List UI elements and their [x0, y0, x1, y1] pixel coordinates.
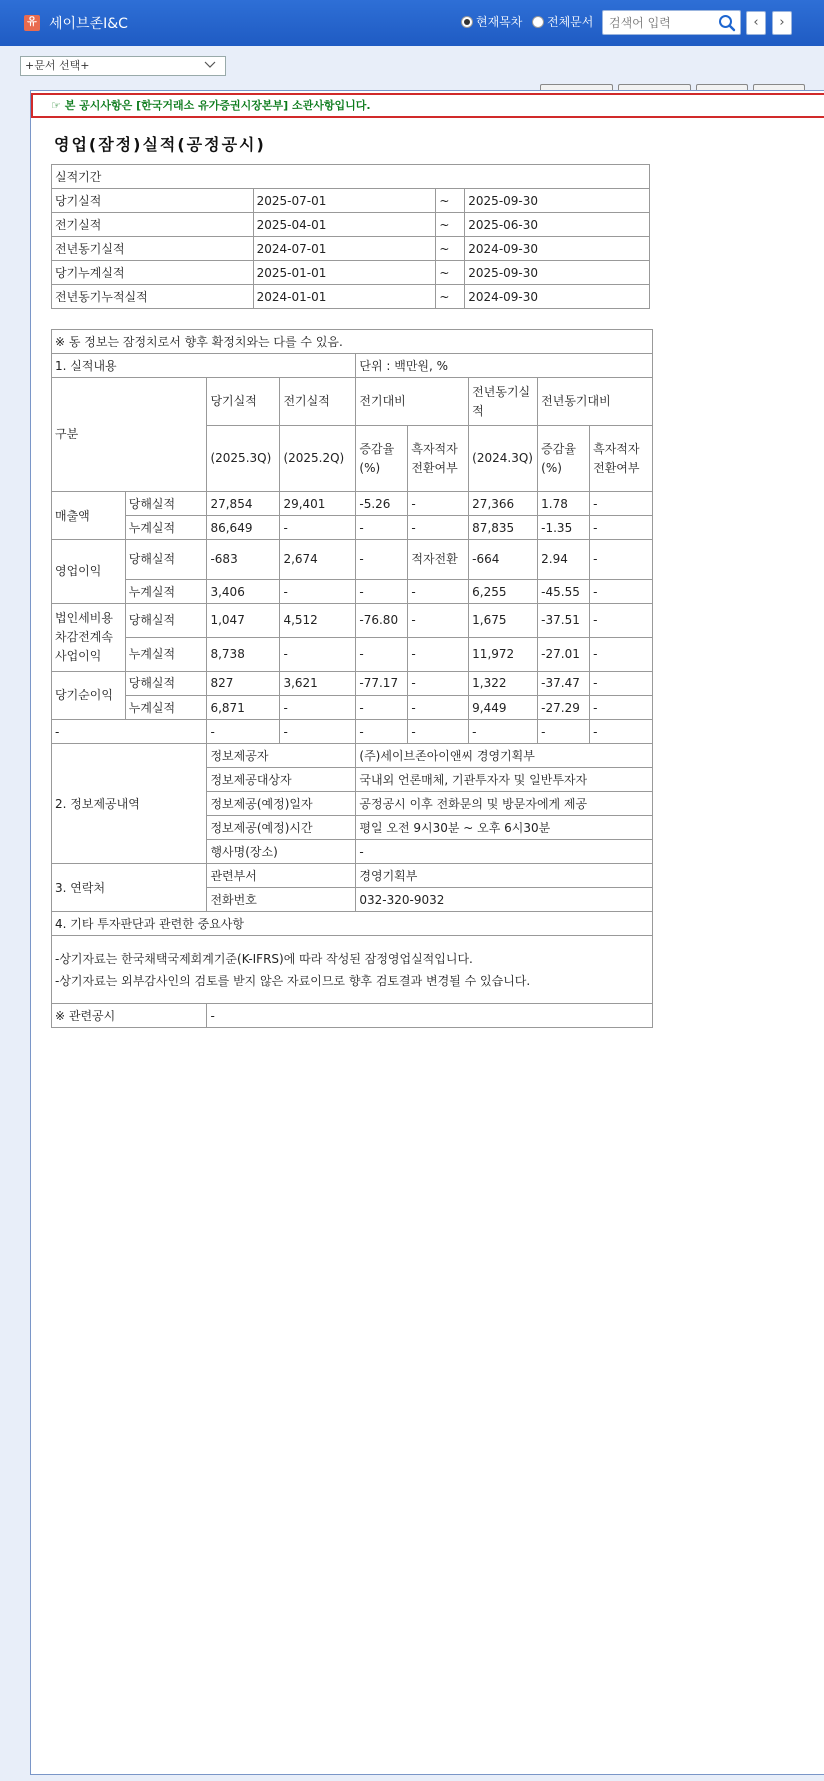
period-label: 당기누계실적	[52, 261, 254, 285]
cell-rate-2: -37.47	[538, 672, 590, 696]
cell-turn: -	[408, 696, 469, 720]
cell-prev: -	[280, 580, 356, 604]
next-result-button[interactable]: ›	[772, 11, 792, 35]
period-label: 전기실적	[52, 213, 254, 237]
table-row	[52, 189, 650, 213]
period-label: 전년동기누적실적	[52, 285, 254, 309]
cell-yoy: 11,972	[469, 638, 538, 672]
cell-rate: -	[356, 638, 408, 672]
cell-turn: -	[408, 672, 469, 696]
col-yoy-period: (2024.3Q)	[469, 426, 538, 492]
period-label: 당기실적	[52, 189, 254, 213]
radio-unchecked-icon[interactable]	[532, 16, 544, 28]
row-group-label: 법인세비용차감전계속사업이익	[52, 604, 126, 672]
results-table	[51, 329, 653, 1028]
col-yoy: 전년동기실적	[469, 378, 538, 426]
table-row	[52, 672, 653, 696]
col-turn-2: 흑자적자전환여부	[590, 426, 653, 492]
cell-yoy: 6,255	[469, 580, 538, 604]
period-from: 2025-04-01	[253, 213, 436, 237]
cell-turn: -	[408, 720, 469, 744]
table-row	[52, 936, 653, 1004]
radio-checked-icon[interactable]	[461, 16, 473, 28]
col-current: 당기실적	[207, 378, 280, 426]
period-sep: ~	[436, 213, 465, 237]
period-from: 2025-01-01	[253, 261, 436, 285]
cell-rate: -77.17	[356, 672, 408, 696]
company-logo: 유	[24, 15, 40, 31]
cell-current: 8,738	[207, 638, 280, 672]
cell-yoy: 87,835	[469, 516, 538, 540]
search-icon[interactable]	[718, 14, 736, 32]
col-prev-period: (2025.2Q)	[280, 426, 356, 492]
unit-label: 단위 : 백만원, %	[356, 354, 653, 378]
table-row	[52, 516, 653, 540]
cell-turn-2: -	[590, 672, 653, 696]
cell-rate: -	[356, 696, 408, 720]
table-row	[52, 912, 653, 936]
table-row	[52, 720, 653, 744]
period-to: 2024-09-30	[465, 285, 650, 309]
row-sub-label: 누계실적	[125, 696, 207, 720]
cell-current: -	[207, 720, 280, 744]
cell-prev: -	[280, 720, 356, 744]
cell-rate-2: -45.55	[538, 580, 590, 604]
period-to: 2025-09-30	[465, 261, 650, 285]
info-value: -	[356, 840, 653, 864]
table-row	[52, 261, 650, 285]
cell-turn: -	[408, 580, 469, 604]
table-row	[52, 1004, 653, 1028]
cell-prev: 3,621	[280, 672, 356, 696]
contact-value: 032-320-9032	[356, 888, 653, 912]
jurisdiction-notice: ☞ 본 공시사항은 [한국거래소 유가증권시장본부] 소관사항입니다.	[31, 93, 824, 118]
info-key: 정보제공(예정)시간	[207, 816, 356, 840]
section-2-title: 2. 정보제공내역	[52, 744, 207, 864]
period-to: 2025-06-30	[465, 213, 650, 237]
row-sub-label: 누계실적	[125, 638, 207, 672]
table-row	[52, 638, 653, 672]
document-select[interactable]	[20, 56, 226, 76]
cell-turn-2: -	[590, 540, 653, 580]
company-name: 세이브존I&C	[49, 16, 128, 32]
col-change-rate-2: 증감율(%)	[538, 426, 590, 492]
cell-prev: -	[280, 638, 356, 672]
related-label: ※ 관련공시	[52, 1004, 207, 1028]
col-change-rate: 증감율(%)	[356, 426, 408, 492]
row-group-label: 매출액	[52, 492, 126, 540]
table-row	[52, 864, 653, 888]
related-value: -	[207, 1004, 653, 1028]
cell-rate-2: -	[538, 720, 590, 744]
table-row	[52, 696, 653, 720]
row-group-label: -	[52, 720, 207, 744]
contact-key: 관련부서	[207, 864, 356, 888]
info-key: 정보제공자	[207, 744, 356, 768]
cell-turn-2: -	[590, 638, 653, 672]
table-row	[52, 213, 650, 237]
period-to: 2024-09-30	[465, 237, 650, 261]
cell-rate: -	[356, 720, 408, 744]
table-row	[52, 378, 653, 426]
period-sep: ~	[436, 285, 465, 309]
period-table	[51, 164, 650, 309]
info-value: 국내외 언론매체, 기관투자자 및 일반투자자	[356, 768, 653, 792]
period-from: 2025-07-01	[253, 189, 436, 213]
cell-current: 3,406	[207, 580, 280, 604]
cell-turn-2: -	[590, 696, 653, 720]
table-row	[52, 165, 650, 189]
cell-yoy: 1,675	[469, 604, 538, 638]
info-key: 정보제공(예정)일자	[207, 792, 356, 816]
cell-current: 27,854	[207, 492, 280, 516]
table-row	[52, 540, 653, 580]
prev-result-button[interactable]: ‹	[746, 11, 766, 35]
notes-text: -상기자료는 한국채택국제회계기준(K-IFRS)에 따라 작성된 잠정영업실적입니다. -상기자료는 외부감사인의 검토를 받지 않은 자료이므로 향후 검토결과 변경될 수 있습니다.	[52, 936, 653, 1004]
period-label: 전년동기실적	[52, 237, 254, 261]
scope-current-label: 현재목차	[476, 15, 523, 29]
col-turn: 흑자적자전환여부	[408, 426, 469, 492]
cell-rate: -76.80	[356, 604, 408, 638]
cell-prev: -	[280, 696, 356, 720]
cell-rate: -	[356, 580, 408, 604]
page-title: 영업(잠정)실적(공정공시)	[54, 135, 266, 154]
contact-key: 전화번호	[207, 888, 356, 912]
cell-prev: -	[280, 516, 356, 540]
scope-current-radio[interactable]	[461, 13, 522, 30]
section-1-title: 1. 실적내용	[52, 354, 356, 378]
col-current-period: (2025.3Q)	[207, 426, 280, 492]
cell-current: 1,047	[207, 604, 280, 638]
cell-turn: -	[408, 492, 469, 516]
period-sep: ~	[436, 189, 465, 213]
cell-rate: -	[356, 516, 408, 540]
caution-text: ※ 동 정보는 잠정치로서 향후 확정치와는 다를 수 있음.	[52, 330, 653, 354]
row-group-label: 영업이익	[52, 540, 126, 604]
scope-all-label: 전체문서	[547, 15, 594, 29]
info-value: 평일 오전 9시30분 ~ 오후 6시30분	[356, 816, 653, 840]
cell-prev: 2,674	[280, 540, 356, 580]
cell-current: 86,649	[207, 516, 280, 540]
cell-turn-2: -	[590, 604, 653, 638]
cell-turn-2: -	[590, 516, 653, 540]
table-row	[52, 354, 653, 378]
cell-current: 6,871	[207, 696, 280, 720]
cell-rate-2: -37.51	[538, 604, 590, 638]
section-4-title: 4. 기타 투자판단과 관련한 중요사항	[52, 912, 653, 936]
cell-turn: -	[408, 516, 469, 540]
cell-rate: -	[356, 540, 408, 580]
cell-turn-2: -	[590, 720, 653, 744]
table-row	[52, 492, 653, 516]
table-row	[52, 285, 650, 309]
row-sub-label: 당해실적	[125, 492, 207, 516]
cell-rate-2: -27.29	[538, 696, 590, 720]
period-from: 2024-01-01	[253, 285, 436, 309]
cell-yoy: -664	[469, 540, 538, 580]
chevron-down-icon	[203, 59, 217, 71]
period-sep: ~	[436, 261, 465, 285]
cell-rate-2: 2.94	[538, 540, 590, 580]
cell-yoy: 9,449	[469, 696, 538, 720]
cell-rate-2: 1.78	[538, 492, 590, 516]
cell-turn-2: -	[590, 580, 653, 604]
info-key: 행사명(장소)	[207, 840, 356, 864]
cell-turn-2: -	[590, 492, 653, 516]
search-input[interactable]	[609, 15, 709, 31]
cell-turn: -	[408, 604, 469, 638]
col-vs-yoy: 전년동기대비	[538, 378, 653, 426]
table-row	[52, 744, 653, 768]
col-category: 구분	[52, 378, 207, 492]
cell-yoy: 27,366	[469, 492, 538, 516]
info-key: 정보제공대상자	[207, 768, 356, 792]
cell-yoy: -	[469, 720, 538, 744]
row-sub-label: 당해실적	[125, 672, 207, 696]
cell-current: 827	[207, 672, 280, 696]
cell-prev: 4,512	[280, 604, 356, 638]
cell-turn: -	[408, 638, 469, 672]
period-sep: ~	[436, 237, 465, 261]
app-header	[0, 0, 824, 46]
row-sub-label: 누계실적	[125, 516, 207, 540]
cell-yoy: 1,322	[469, 672, 538, 696]
scope-all-radio[interactable]	[532, 13, 593, 30]
row-group-label: 당기순이익	[52, 672, 126, 720]
cell-rate-2: -27.01	[538, 638, 590, 672]
period-header: 실적기간	[52, 165, 650, 189]
contact-value: 경영기획부	[356, 864, 653, 888]
info-value: 공정공시 이후 전화문의 및 방문자에게 제공	[356, 792, 653, 816]
row-sub-label: 누계실적	[125, 580, 207, 604]
col-vs-prev: 전기대비	[356, 378, 469, 426]
table-row	[52, 330, 653, 354]
period-to: 2025-09-30	[465, 189, 650, 213]
cell-current: -683	[207, 540, 280, 580]
search-box	[602, 10, 741, 35]
table-row	[52, 237, 650, 261]
cell-rate-2: -1.35	[538, 516, 590, 540]
section-3-title: 3. 연락처	[52, 864, 207, 912]
row-sub-label: 당해실적	[125, 540, 207, 580]
table-row	[52, 580, 653, 604]
cell-prev: 29,401	[280, 492, 356, 516]
period-from: 2024-07-01	[253, 237, 436, 261]
table-row	[52, 604, 653, 638]
col-prev: 전기실적	[280, 378, 356, 426]
row-sub-label: 당해실적	[125, 604, 207, 638]
cell-turn: 적자전환	[408, 540, 469, 580]
cell-rate: -5.26	[356, 492, 408, 516]
document-select-value: +문서 선택+	[25, 59, 90, 72]
info-value: (주)세이브존아이앤씨 경영기획부	[356, 744, 653, 768]
